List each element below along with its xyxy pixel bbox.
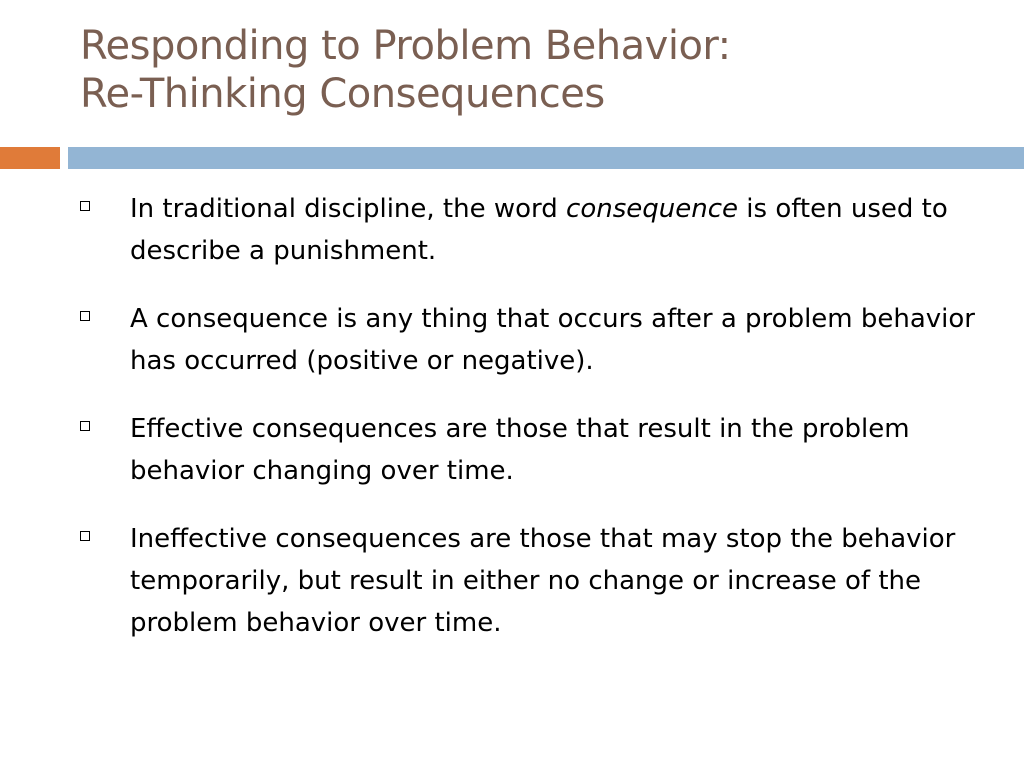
hollow-square-icon — [80, 531, 90, 541]
bullet-item — [80, 188, 1000, 272]
bullet-list — [80, 188, 1000, 670]
bullet-item — [80, 408, 1000, 492]
bullet-text: Ineffective consequences are those that may stop the behavior temporarily, but result in either no change or increase of the problem behavior over time. — [130, 524, 956, 638]
accent-bar-orange — [0, 147, 60, 169]
accent-bar-blue — [68, 147, 1024, 169]
hollow-square-icon — [80, 421, 90, 431]
bullet-item — [80, 518, 1000, 644]
bullet-text: A consequence is any thing that occurs after a problem behavior has occurred (positive or negative). — [130, 304, 975, 376]
slide-title — [80, 22, 980, 118]
bullet-text: Effective consequences are those that result in the problem behavior changing over time. — [130, 414, 910, 486]
bullet-text-pre: In traditional discipline, the word — [130, 194, 567, 224]
hollow-square-icon — [80, 311, 90, 321]
hollow-square-icon — [80, 201, 90, 211]
slide-title-line-1: Responding to Problem Behavior: — [80, 23, 731, 69]
bullet-text-post: is often used to describe a punishment. — [130, 194, 948, 266]
slide-title-line-2: Re-Thinking Consequences — [80, 71, 605, 117]
bullet-text-emphasis: consequence — [566, 194, 739, 224]
bullet-item — [80, 298, 1000, 382]
